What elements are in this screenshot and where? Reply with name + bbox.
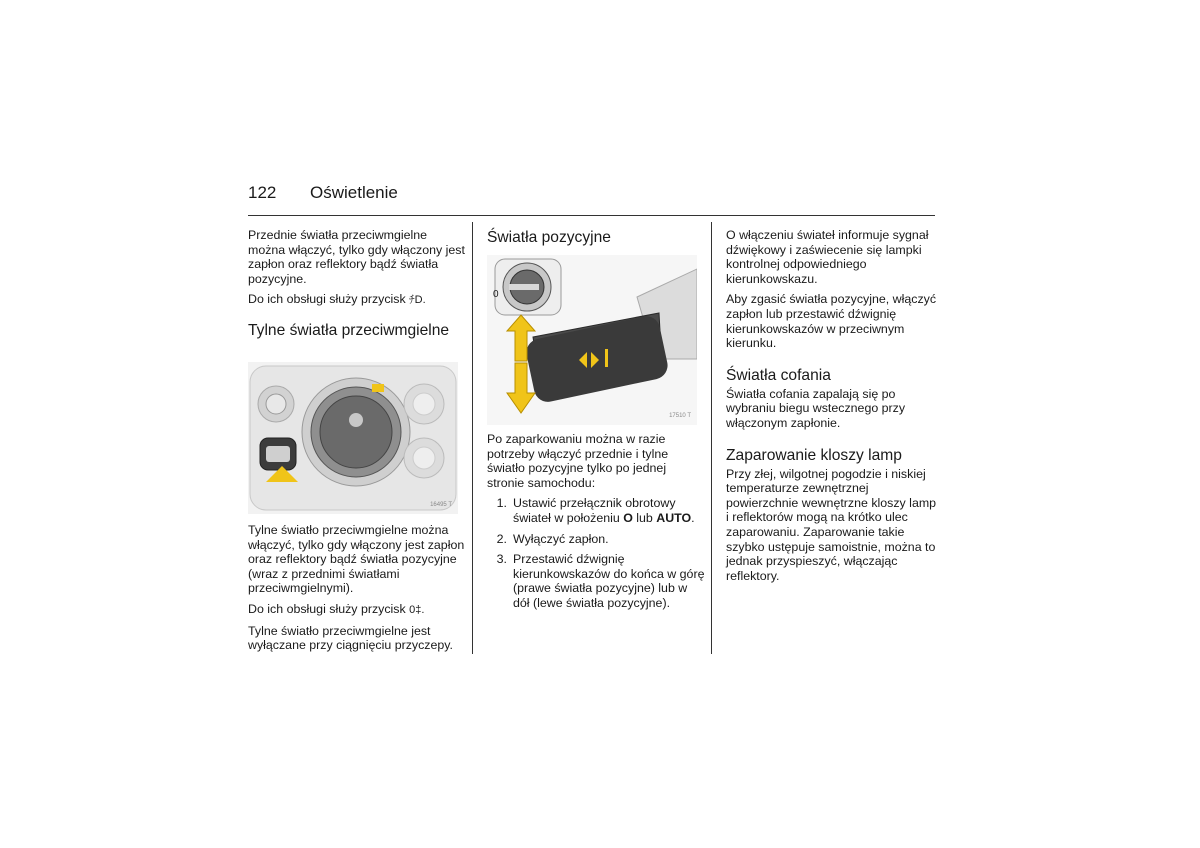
column-3 <box>726 228 938 589</box>
paragraph: Przy złej, wilgotnej pogodzie i niskiej temperaturze zewnętrznej powierzchnie wewnętrzne kloszy lamp i reflektorów mogą na krótko ulec zaparowaniu. Zaparowanie takie szybko ustępuje samoistnie, można to jednak przyspieszyć, włączając reflektory. <box>726 466 937 583</box>
paragraph: O włączeniu świateł informuje sygnał dźwiękowy i zaświecenie się lampki kontrolnej odpowiedniego kierunkowskazu. <box>726 228 929 286</box>
steps-list <box>487 496 705 610</box>
column-divider-1 <box>472 222 473 654</box>
header-rule <box>248 215 935 216</box>
section-heading: Zaparowanie kloszy lamp <box>726 446 902 464</box>
paragraph: Tylne światło przeciwmgielne jest wyłączane przy ciągnięciu przyczepy. <box>248 623 453 653</box>
column-1-heading-block <box>248 321 466 340</box>
page-number: 122 <box>248 183 277 202</box>
page-header <box>248 183 398 203</box>
switch-position-label: 0 <box>493 289 499 300</box>
turn-signal-lever-figure <box>487 255 697 425</box>
paragraph: Światła cofania zapalają się po wybraniu biegu wstecznego przy włączonym zapłonie. <box>726 386 906 430</box>
column-2-lower <box>487 432 705 617</box>
section-heading: Tylne światła przeciwmgielne <box>248 322 450 339</box>
turn-signal-lever-illustration <box>487 255 697 425</box>
list-item: 2. Wyłączyć zapłon. <box>496 531 609 546</box>
paragraph: Do ich obsługi służy przycisk ﾁD. <box>248 292 426 307</box>
column-2-heading-block <box>487 228 703 247</box>
list-item: 3. Przestawić dźwignię kierunkowskazów do końca w górę (prawe światła pozycyjne) lub w dół (lewe światła pozycyjne). <box>496 552 705 610</box>
section-heading: Światła cofania <box>726 366 831 384</box>
paragraph: Przednie światła przeciwmgielne można włączyć, tylko gdy włączony jest zapłon oraz reflektory bądź światła pozycyjne. <box>248 228 465 286</box>
list-item: 1. Ustawić przełącznik obrotowy świateł w położeniu O lub AUTO. <box>496 496 695 525</box>
paragraph: Tylne światło przeciwmgielne można włączyć, tylko gdy włączony jest zapłon oraz reflektory bądź światła pozycyjne (wraz z przednimi światłami przeciwmgielnymi). <box>248 523 465 596</box>
column-1 <box>248 228 466 314</box>
paragraph: Aby zgasić światła pozycyjne, włączyć zapłon lub przestawić dźwignię kierunkowskazów w przeciwnym kierunku. <box>726 292 937 351</box>
figure-code: 16495 T <box>430 502 452 508</box>
fog-light-switch-figure <box>248 362 458 514</box>
rear-fog-light-icon: 0‡. <box>409 603 425 616</box>
figure-code: 17510 T <box>669 413 691 419</box>
column-1-lower <box>248 523 466 659</box>
paragraph: Do ich obsługi służy przycisk 0‡. <box>248 601 425 616</box>
column-divider-2 <box>711 222 712 654</box>
section-heading: Światła pozycyjne <box>487 229 611 246</box>
front-fog-light-icon: ﾁD. <box>409 294 426 307</box>
paragraph: Po zaparkowaniu można w razie potrzeby włączyć przednie i tylne światło pozycyjne tylko po jednej stronie samochodu: <box>487 432 669 490</box>
light-switch-panel-illustration <box>248 362 458 514</box>
page-title: Oświetlenie <box>310 183 398 202</box>
